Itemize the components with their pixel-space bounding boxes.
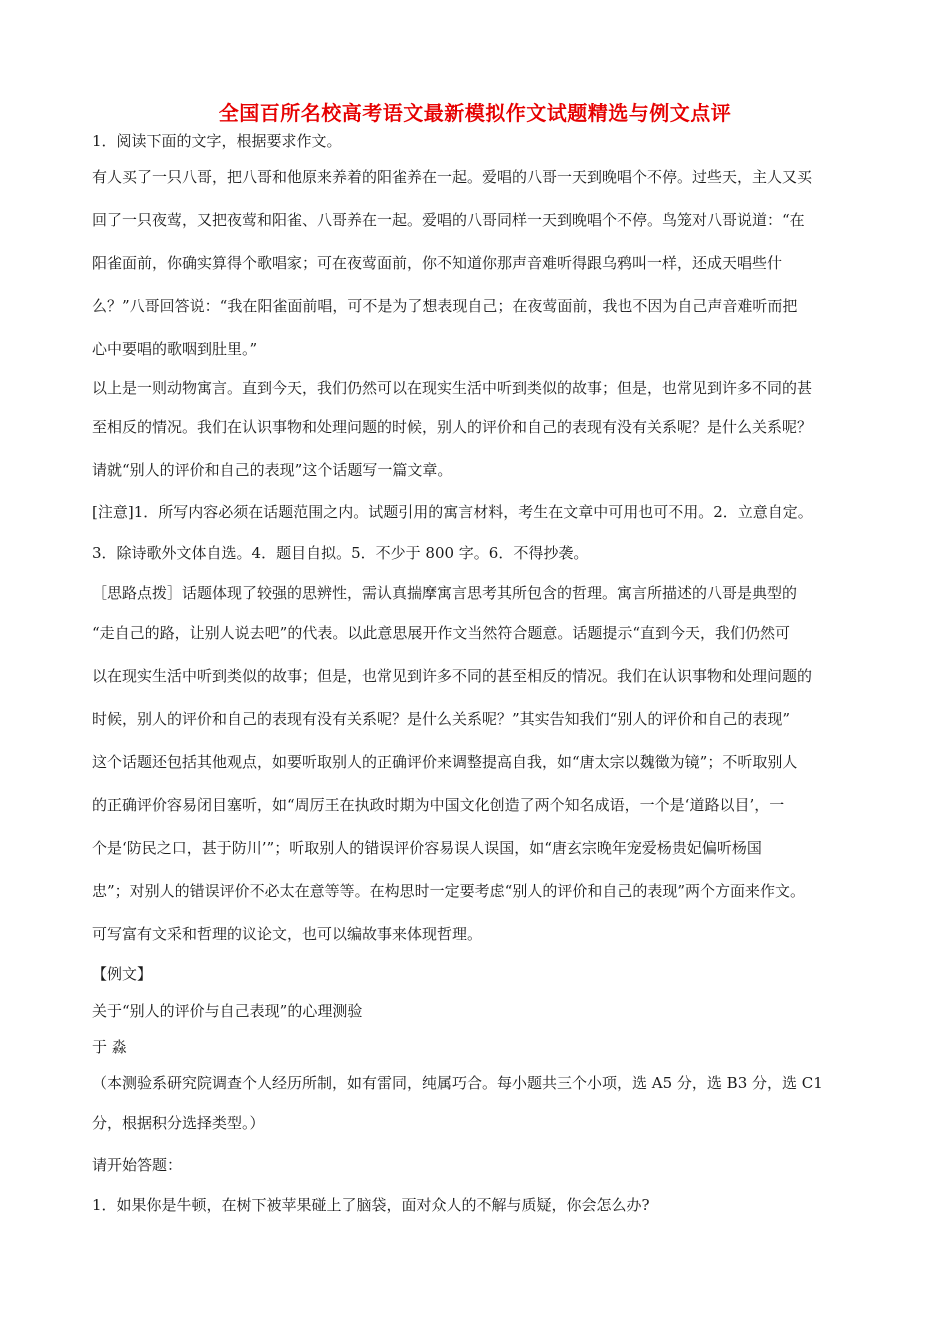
question-heading: 1．阅读下面的文字，根据要求作文。 bbox=[92, 132, 342, 150]
paragraph-line: 心中要唱的歌咽到肚里。” bbox=[92, 339, 258, 358]
paragraph-line: 请就“别人的评价和自己的表现”这个话题写一篇文章。 bbox=[92, 461, 453, 479]
essay-title: 关于“别人的评价与自己表现”的心理测验 bbox=[92, 1001, 363, 1020]
essay-author: 于 淼 bbox=[92, 1037, 127, 1056]
analysis-line: 个是‘防民之口，甚于防川’”；听取别人的错误评价容易误人误国，如“唐玄宗晚年宠爱杨贵妃偏听杨国 bbox=[92, 838, 762, 857]
analysis-line: 以在现实生活中听到类似的故事；但是，也常见到许多不同的甚至相反的情况。我们在认识事物和处理问题的 bbox=[92, 666, 813, 685]
paragraph-line: 以上是一则动物寓言。直到今天，我们仍然可以在现实生活中听到类似的故事；但是，也常见到许多不同的甚 bbox=[92, 379, 813, 397]
analysis-line: 时候，别人的评价和自己的表现有没有关系呢？是什么关系呢？”其实告知我们“别人的评价和自己的表现” bbox=[92, 709, 791, 728]
essay-question: 1．如果你是牛顿，在树下被苹果碰上了脑袋，面对众人的不解与质疑，你会怎么办? bbox=[92, 1195, 650, 1214]
essay-line: （本测验系研究院调查个人经历所制，如有雷同，纯属巧合。每小题共三个小项，选 A5 分，选 B3 分，选 C1 bbox=[92, 1073, 823, 1092]
analysis-line: 可写富有文采和哲理的议论文，也可以编故事来体现哲理。 bbox=[92, 924, 483, 943]
note-line: 3．除诗歌外文体自选。4．题目自拟。5．不少于 800 字。6．不得抄袭。 bbox=[92, 543, 589, 562]
paragraph-line: 回了一只夜莺，又把夜莺和阳雀、八哥养在一起。爱唱的八哥同样一天到晚唱个不停。鸟笼对八哥说道：“在 bbox=[92, 211, 805, 229]
analysis-line: “走自己的路，让别人说去吧”的代表。以此意思展开作文当然符合题意。话题提示“直到今天，我们仍然可 bbox=[92, 623, 791, 642]
paragraph-line: 阳雀面前，你确实算得个歌唱家；可在夜莺面前，你不知道你那声音难听得跟乌鸦叫一样，还成天唱些什 bbox=[92, 254, 783, 272]
analysis-line: 忠”；对别人的错误评价不必太在意等等。在构思时一定要考虑“别人的评价和自己的表现”两个方面来作文。 bbox=[92, 881, 806, 900]
paragraph-line: 至相反的情况。我们在认识事物和处理问题的时候，别人的评价和自己的表现有没有关系呢？是什么关系呢？ bbox=[92, 418, 813, 436]
document-body bbox=[92, 126, 882, 1225]
analysis-line: ［思路点拨］话题体现了较强的思辨性，需认真揣摩寓言思考其所包含的哲理。寓言所描述的八哥是典型的 bbox=[92, 583, 798, 602]
essay-line: 分，根据积分选择类型。） bbox=[92, 1113, 265, 1132]
essay-line: 请开始答题： bbox=[92, 1155, 183, 1174]
paragraph-line: 么？”八哥回答说：“我在阳雀面前唱，可不是为了想表现自己；在夜莺面前，我也不因为自己声音难听而把 bbox=[92, 297, 798, 315]
example-heading: 【例文】 bbox=[92, 964, 153, 983]
analysis-line: 这个话题还包括其他观点，如要听取别人的正确评价来调整提高自我，如“唐太宗以魏徵为镜”；不听取别人 bbox=[92, 752, 798, 771]
paragraph-line: 有人买了一只八哥，把八哥和他原来养着的阳雀养在一起。爱唱的八哥一天到晚唱个不停。过些天，主人又买 bbox=[92, 168, 813, 186]
note-line: [注意]1．所写内容必须在话题范围之内。试题引用的寓言材料，考生在文章中可用也可不用。2．立意自定。 bbox=[92, 502, 813, 521]
document-title: 全国百所名校高考语文最新模拟作文试题精选与例文点评 bbox=[218, 101, 732, 125]
analysis-line: 的正确评价容易闭目塞听，如“周厉王在执政时期为中国文化创造了两个知名成语，一个是‘道路以目’，一 bbox=[92, 795, 785, 814]
